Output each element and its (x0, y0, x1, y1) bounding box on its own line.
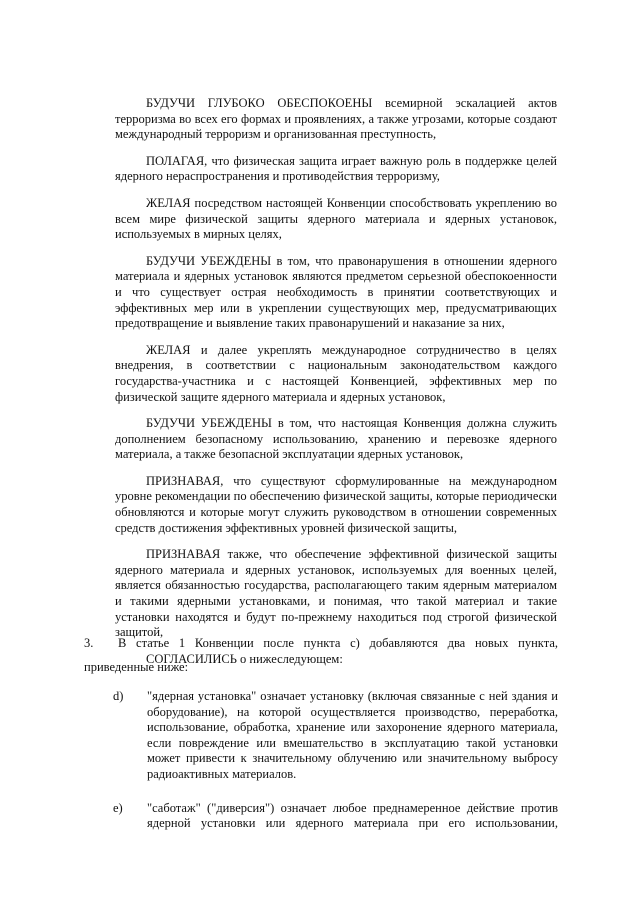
preamble-paragraph (115, 96, 557, 143)
paragraph-text: также, что обеспечение эффективной физической защиты ядерного материала и ядерных установок, используемых для военных целей, является обязанностью государства, располагающего таким ядерным материалом и такими ядерными установками, и понимая, что такой материал и такие установки находятся и будут по-прежнему находиться под строгой физической защитой, (115, 547, 557, 640)
paragraph-text: о нижеследующем: (236, 651, 343, 666)
paragraph-text: что существуют сформулированные на международном уровне рекомендации по обеспечению физической защиты, которые периодически обновляются и которые могут служить руководством в отношении современных средств достижения эффективных уровней физической защиты, (115, 473, 557, 535)
definition-letter: d) (113, 689, 124, 703)
item-number: 3. (84, 636, 94, 650)
definitions-list (113, 689, 558, 850)
preamble-paragraph (115, 416, 557, 463)
preamble-paragraph (115, 154, 557, 185)
preamble-paragraph (115, 547, 557, 641)
paragraph-lead: БУДУЧИ ГЛУБОКО ОБЕСПОКОЕНЫ (146, 96, 373, 110)
paragraph-lead: СОГЛАСИЛИСЬ (146, 651, 237, 666)
paragraph-lead: БУДУЧИ УБЕЖДЕНЫ (146, 416, 272, 431)
paragraph-lead: ПОЛАГАЯ, (146, 153, 208, 168)
item-line (84, 631, 558, 655)
paragraph-lead: ПРИЗНАВАЯ, (146, 473, 224, 488)
paragraph-text: что физическая защита играет важную роль в поддержке целей ядерного нераспространения и противодействия терроризму, (115, 153, 557, 184)
definition-item (113, 689, 558, 783)
definition-text: "саботаж" ("диверсия") означает любое преднамеренное действие против ядерной установки или ядерного материала при его использовании, (147, 800, 558, 831)
item-text-continuation: приведенные ниже: (84, 660, 189, 674)
definition-letter: e) (113, 800, 123, 815)
preamble-paragraph (115, 474, 557, 536)
paragraph-text: всемирной эскалацией актов терроризма во всех его формах и проявлениях, а также угрозами, которые создают международный терроризм и организованная преступность, (115, 96, 557, 142)
paragraph-lead: ЖЕЛАЯ (146, 195, 191, 210)
definition-item (113, 801, 558, 832)
preamble (115, 96, 557, 678)
preamble-paragraph (115, 254, 557, 332)
paragraph-text: и далее укреплять международное сотрудничество в целях внедрения, в соответствии с национальным законодательством каждого государства-участника и с настоящей Конвенцией, эффективных мер по физической защите ядерного материала и ядерных установок, (115, 342, 557, 404)
paragraph-lead: ПРИЗНАВАЯ (146, 547, 221, 562)
preamble-paragraph (115, 343, 557, 405)
paragraph-lead: ЖЕЛАЯ (146, 342, 191, 357)
item-text: В статье 1 Конвенции после пункта c) добавляются два новых пункта, (118, 636, 558, 650)
paragraph-text: в том, что настоящая Конвенция должна служить дополнением безопасному использованию, хранению и перевозке ядерного материала, а также безопасной эксплуатации ядерных установок, (115, 416, 557, 462)
paragraph-text: в том, что правонарушения в отношении ядерного материала и ядерных установок являются предметом серьезной обеспокоенности и что существует острая необходимость в принятии соответствующих и эффективных мер или в укреплении существующих мер, предусматривающих предотвращение и выявление таких правонарушений и наказание за них, (115, 253, 557, 331)
article-item-3 (84, 631, 558, 679)
paragraph-lead: БУДУЧИ УБЕЖДЕНЫ (146, 253, 272, 268)
paragraph-text: посредством настоящей Конвенции способствовать укреплению во всем мире физической защиты ядерного материала и ядерных установок, используемых в мирных целях, (115, 195, 557, 242)
preamble-paragraph (115, 196, 557, 243)
definition-text: "ядерная установка" означает установку (включая связанные с ней здания и оборудование), на которой осуществляется производство, переработка, использование, обработка, хранение или захоронение ядерного материала, если повреждение или вмешательство в эксплуатацию такой установки может привести к значительному облучению или значительному выбросу радиоактивных материалов. (147, 689, 558, 781)
